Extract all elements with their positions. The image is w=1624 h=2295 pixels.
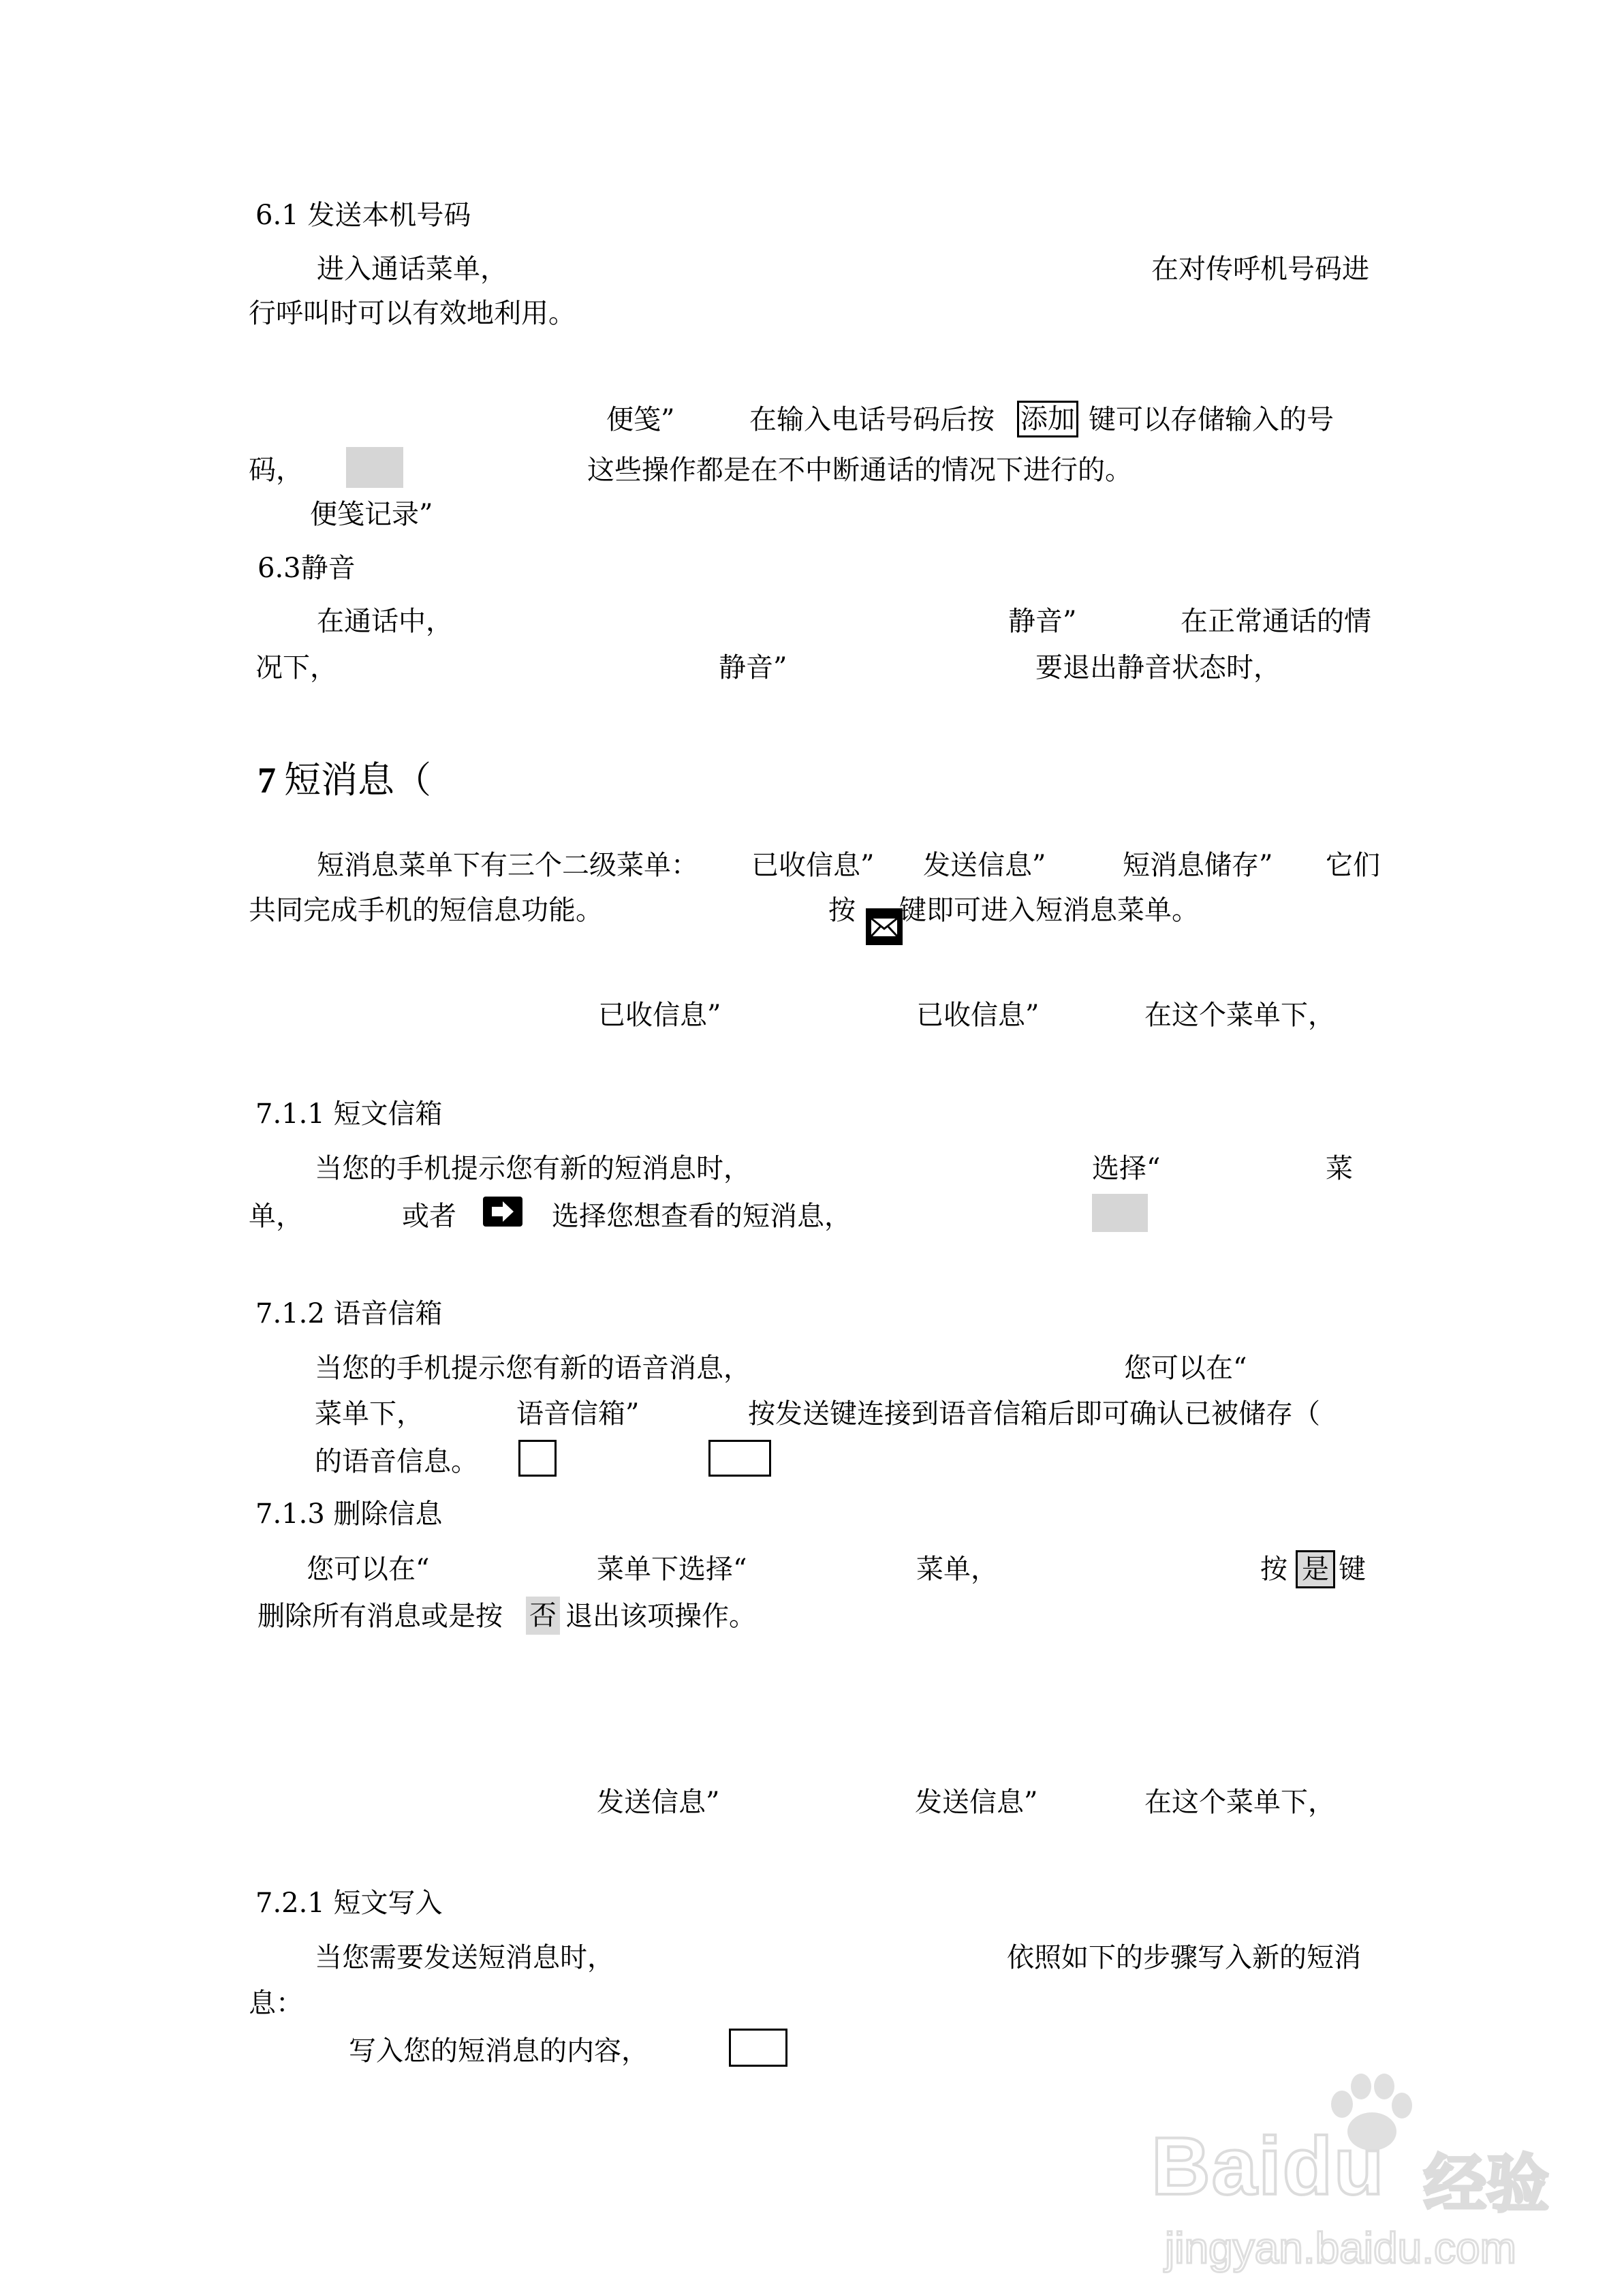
text-fragment: 当您的手机提示您有新的短消息时， (315, 1153, 751, 1184)
text-fragment: 共同完成手机的短信息功能。 (249, 895, 603, 926)
text-line: 进入通话菜单， (317, 253, 507, 285)
text-fragment: 发送信息” (915, 1787, 1038, 1818)
text-fragment: 菜单， (916, 1554, 998, 1585)
text-fragment: 依照如下的步骤写入新的短消 (1007, 1942, 1361, 1973)
text-fragment: 发送信息” (597, 1787, 720, 1818)
text-fragment: 菜单下选择“ (597, 1554, 747, 1585)
text-fragment: 便笺记录” (310, 499, 433, 530)
text-fragment: 您可以在“ (307, 1554, 430, 1585)
yes-key: 是 (1296, 1550, 1335, 1588)
text-fragment: 选择您想查看的短消息， (552, 1201, 852, 1232)
text-fragment: 按 (828, 895, 856, 926)
text-fragment: 已收信息” (598, 1000, 721, 1031)
text-fragment: 菜 (1326, 1153, 1353, 1184)
baidu-jingyan-watermark (1151, 2071, 1587, 2276)
watermark-brand-left: Bai (1151, 2121, 1283, 2212)
text-fragment: 语音信箱” (516, 1398, 640, 1430)
text-line: 在对传呼机号码进 (1151, 253, 1369, 285)
text-fragment: 键即可进入短消息菜单。 (899, 895, 1199, 926)
section-7-number: 7 (257, 760, 276, 801)
text-fragment: 在这个菜单下， (1144, 1787, 1335, 1818)
text-fragment: 已收信息” (751, 850, 875, 881)
text-fragment: 写入您的短消息的内容， (349, 2035, 649, 2067)
watermark-brand-right: du (1282, 2121, 1386, 2212)
text-fragment: 静音” (1008, 606, 1077, 637)
section-7-title: 短消息（ (284, 758, 431, 801)
text-fragment: 码， (249, 455, 303, 486)
text-fragment: 它们 (1326, 850, 1380, 881)
text-fragment: 要退出静音状态时， (1035, 652, 1281, 683)
text-fragment: 键 (1339, 1554, 1366, 1585)
text-fragment: 这些操作都是在不中断通话的情况下进行的。 (587, 455, 1132, 486)
envelope-key-icon (865, 908, 903, 946)
text-fragment: 当您需要发送短消息时， (315, 1942, 614, 1973)
text-fragment: 按 (1260, 1554, 1287, 1585)
text-fragment: 息： (249, 1988, 303, 2019)
section-6-3-heading: 6.3静音 (257, 553, 356, 584)
text-fragment: 发送信息” (923, 850, 1046, 881)
section-6-1-heading: 6.1 发送本机号码 (255, 200, 471, 231)
text-fragment: 当您的手机提示您有新的语音消息， (315, 1353, 751, 1384)
text-line: 行呼叫时可以有效地利用。 (249, 298, 576, 329)
section-7-1-3-heading: 7.1.3 删除信息 (255, 1498, 443, 1530)
text-fragment: 在这个菜单下， (1144, 1000, 1335, 1031)
empty-key-box (518, 1440, 557, 1477)
text-fragment: 静音” (719, 652, 787, 683)
add-key: 添加 (1017, 401, 1078, 437)
text-fragment: 或者 (402, 1201, 456, 1232)
empty-key-box (708, 1440, 771, 1477)
text-fragment: 况下， (255, 652, 337, 683)
watermark-url: jingyan.baidu.com (1165, 2223, 1516, 2273)
text-fragment: 菜单下， (315, 1398, 424, 1430)
gray-highlight-box (346, 447, 403, 488)
section-7-1-1-heading: 7.1.1 短文信箱 (255, 1098, 443, 1130)
watermark-brand (1151, 2119, 1385, 2213)
text-fragment: 键可以存储输入的号 (1089, 404, 1334, 435)
right-arrow-key-icon (482, 1196, 523, 1227)
section-7-1-2-heading: 7.1.2 语音信箱 (255, 1298, 443, 1329)
text-fragment: 在正常通话的情 (1181, 606, 1371, 637)
text-fragment: 单， (249, 1201, 303, 1232)
text-fragment: 退出该项操作。 (565, 1601, 756, 1632)
empty-key-box (729, 2029, 787, 2067)
text-fragment: 选择“ (1092, 1153, 1161, 1184)
text-fragment: 按发送键连接到语音信箱后即可确认已被储存（ (748, 1398, 1320, 1430)
text-fragment: 删除所有消息或是按 (257, 1601, 503, 1632)
section-7-2-1-heading: 7.2.1 短文写入 (255, 1888, 443, 1919)
no-key: 否 (526, 1597, 560, 1635)
text-fragment: 便笺” (606, 404, 675, 435)
text-fragment: 在通话中， (317, 606, 453, 637)
text-fragment: 短消息菜单下有三个二级菜单： (317, 850, 698, 881)
text-fragment: 已收信息” (916, 1000, 1040, 1031)
gray-highlight-box (1092, 1194, 1148, 1232)
text-fragment: 您可以在“ (1124, 1353, 1247, 1384)
watermark-brand-cn: 经验 (1424, 2148, 1550, 2221)
text-fragment: 的语音信息。 (315, 1446, 478, 1477)
text-fragment: 在输入电话号码后按 (749, 404, 995, 435)
section-7-heading (257, 758, 431, 801)
text-fragment: 短消息储存” (1123, 850, 1273, 881)
